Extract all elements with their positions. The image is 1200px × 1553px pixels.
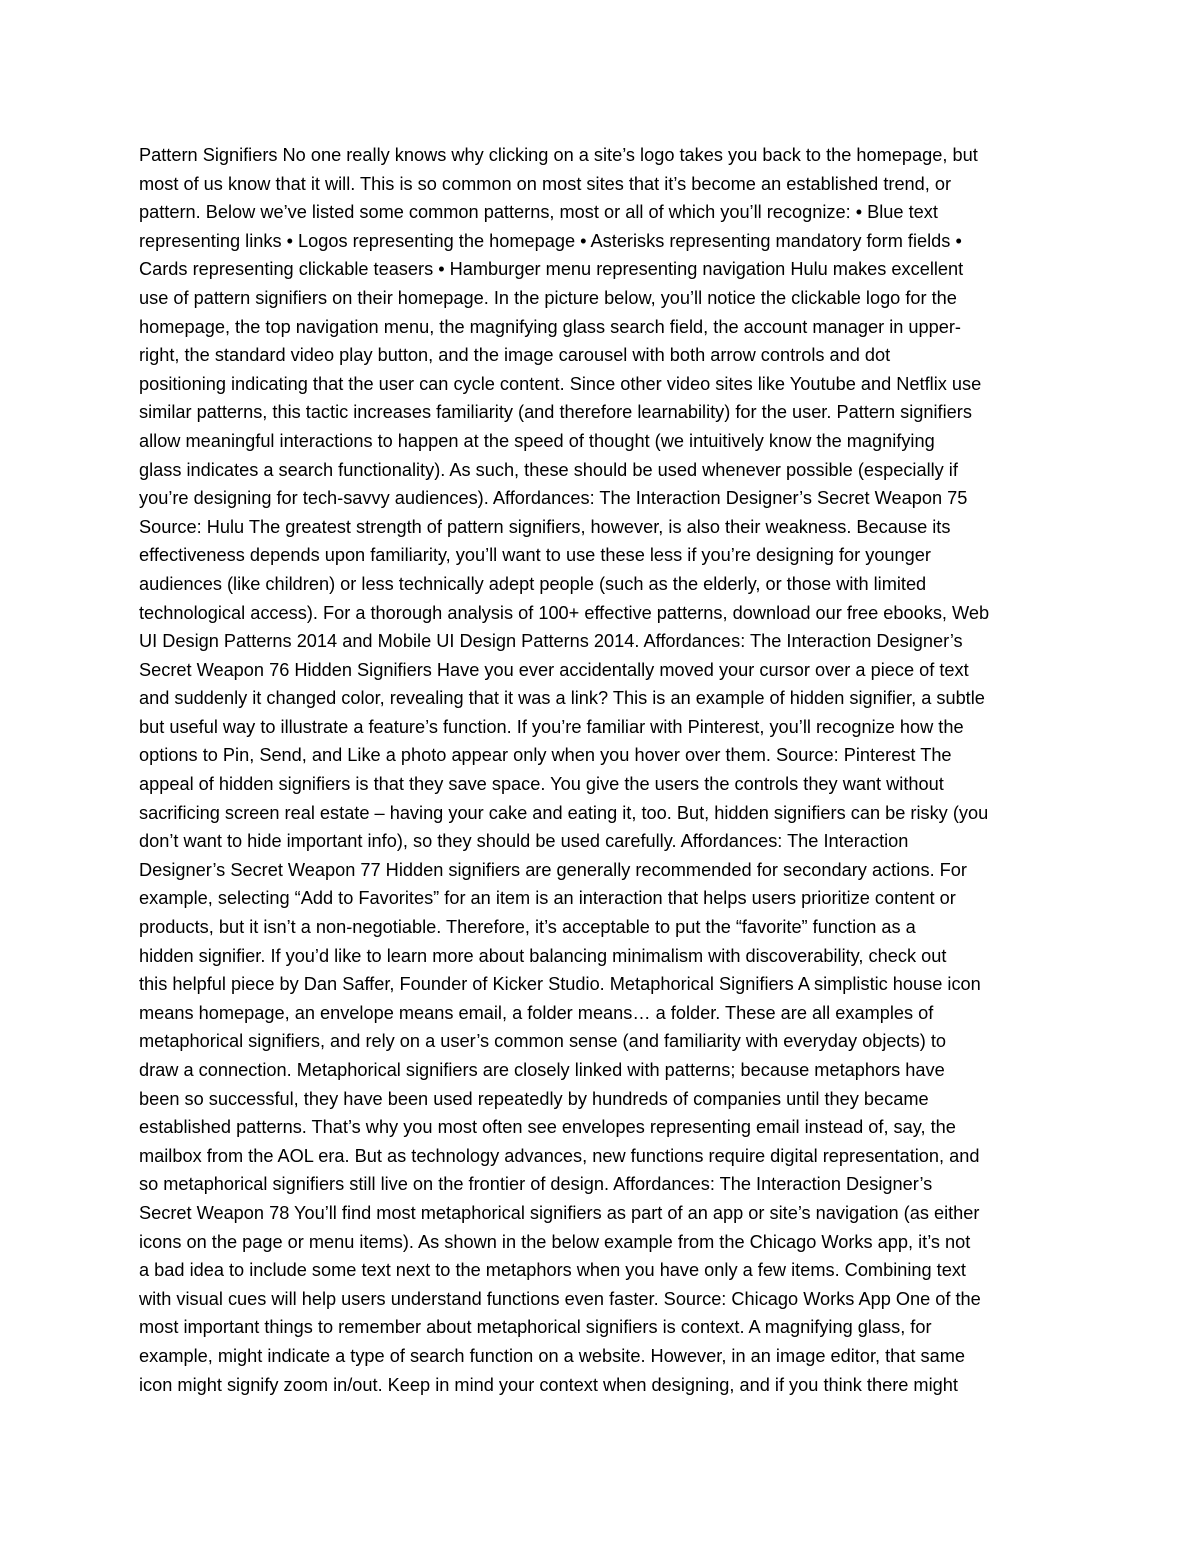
text-line: pattern. Below we’ve listed some common patterns, most or all of which you’ll recognize: • Blue text bbox=[139, 202, 938, 223]
text-line: similar patterns, this tactic increases familiarity (and therefore learnability) for the user. Pattern signifiers bbox=[139, 402, 972, 423]
text-line: metaphorical signifiers, and rely on a user’s common sense (and familiarity with everyday objects) to bbox=[139, 1031, 947, 1052]
text-line: but useful way to illustrate a feature’s function. If you’re familiar with Pinterest, you’ll recognize how the bbox=[139, 716, 964, 737]
text-line: positioning indicating that the user can cycle content. Since other video sites like Youtube and Netflix use bbox=[139, 373, 982, 394]
text-line: Secret Weapon 78 You’ll find most metaphorical signifiers as part of an app or site’s navigation (as either bbox=[139, 1202, 980, 1223]
text-line: example, selecting “Add to Favorites” for an item is an interaction that helps users prioritize content or bbox=[139, 888, 956, 909]
text-line: means homepage, an envelope means email, a folder means… a folder. These are all examples of bbox=[139, 1002, 934, 1023]
text-line: most important things to remember about metaphorical signifiers is context. A magnifying glass, for bbox=[139, 1317, 932, 1338]
text-line: so metaphorical signifiers still live on the frontier of design. Affordances: The Interaction Designer’s bbox=[139, 1174, 933, 1195]
text-line: options to Pin, Send, and Like a photo appear only when you hover over them. Source: Pinterest The bbox=[139, 745, 952, 766]
text-line: been so successful, they have been used repeatedly by hundreds of companies until they became bbox=[139, 1088, 929, 1109]
text-line: sacrificing screen real estate – having your cake and eating it, too. But, hidden signifiers can be risky (you bbox=[139, 802, 989, 823]
text-line: Source: Hulu The greatest strength of pattern signifiers, however, is also their weakness. Because its bbox=[139, 516, 951, 537]
text-line: right, the standard video play button, and the image carousel with both arrow controls and dot bbox=[139, 345, 891, 366]
text-line: draw a connection. Metaphorical signifiers are closely linked with patterns; because metaphors have bbox=[139, 1060, 945, 1080]
text-line: use of pattern signifiers on their homepage. In the picture below, you’ll notice the clickable logo for the bbox=[139, 287, 957, 308]
text-line: you’re designing for tech-savvy audiences). Affordances: The Interaction Designer’s Secret Weapon 75 bbox=[139, 488, 968, 509]
text-line: most of us know that it will. This is so common on most sites that it’s become an established trend, or bbox=[139, 173, 952, 194]
text-line: don’t want to hide important info), so they should be used carefully. Affordances: The Interaction bbox=[139, 831, 909, 852]
text-line: representing links • Logos representing the homepage • Asterisks representing mandatory form fields • bbox=[139, 230, 962, 251]
text-line: Designer’s Secret Weapon 77 Hidden signifiers are generally recommended for secondary actions. For bbox=[139, 859, 967, 880]
text-line: Secret Weapon 76 Hidden Signifiers Have you ever accidentally moved your cursor over a piece of text bbox=[139, 659, 969, 680]
text-line: Cards representing clickable teasers • Hamburger menu representing navigation Hulu makes excellent bbox=[139, 259, 964, 280]
text-line: effectiveness depends upon familiarity, you’ll want to use these less if you’re designing for younger bbox=[139, 545, 931, 566]
text-line: this helpful piece by Dan Saffer, Founder of Kicker Studio. Metaphorical Signifiers A simplistic house icon bbox=[139, 974, 981, 995]
text-line: technological access). For a thorough analysis of 100+ effective patterns, download our free ebooks, Web bbox=[139, 602, 990, 623]
text-line: with visual cues will help users understand functions even faster. Source: Chicago Works App One of the bbox=[139, 1288, 981, 1309]
text-line: mailbox from the AOL era. But as technology advances, new functions require digital representation, and bbox=[139, 1145, 980, 1166]
text-line: icon might signify zoom in/out. Keep in mind your context when designing, and if you think there might bbox=[139, 1374, 958, 1395]
text-line: Pattern Signifiers No one really knows why clicking on a site’s logo takes you back to the homepage, but bbox=[139, 145, 978, 165]
text-line: UI Design Patterns 2014 and Mobile UI Design Patterns 2014. Affordances: The Interaction Designer’s bbox=[139, 631, 963, 652]
body-text bbox=[139, 141, 1069, 1399]
text-line: appeal of hidden signifiers is that they save space. You give the users the controls they want without bbox=[139, 774, 944, 795]
text-line: products, but it isn’t a non-negotiable. Therefore, it’s acceptable to put the “favorite” function as a bbox=[139, 917, 916, 938]
text-line: established patterns. That’s why you most often see envelopes representing email instead of, say, the bbox=[139, 1117, 956, 1138]
text-line: icons on the page or menu items). As shown in the below example from the Chicago Works app, it’s not bbox=[139, 1231, 971, 1252]
text-line: and suddenly it changed color, revealing that it was a link? This is an example of hidden signifier, a subtle bbox=[139, 688, 985, 709]
text-line: example, might indicate a type of search function on a website. However, in an image editor, that same bbox=[139, 1345, 965, 1366]
text-line: homepage, the top navigation menu, the magnifying glass search field, the account manager in upper- bbox=[139, 316, 961, 337]
text-line: audiences (like children) or less technically adept people (such as the elderly, or those with limited bbox=[139, 573, 927, 594]
text-line: allow meaningful interactions to happen at the speed of thought (we intuitively know the magnifying bbox=[139, 430, 935, 451]
text-line: glass indicates a search functionality). As such, these should be used whenever possible (especially if bbox=[139, 459, 958, 480]
text-line: hidden signifier. If you’d like to learn more about balancing minimalism with discoverability, check out bbox=[139, 945, 947, 966]
text-line: a bad idea to include some text next to the metaphors when you have only a few items. Combining text bbox=[139, 1260, 966, 1281]
